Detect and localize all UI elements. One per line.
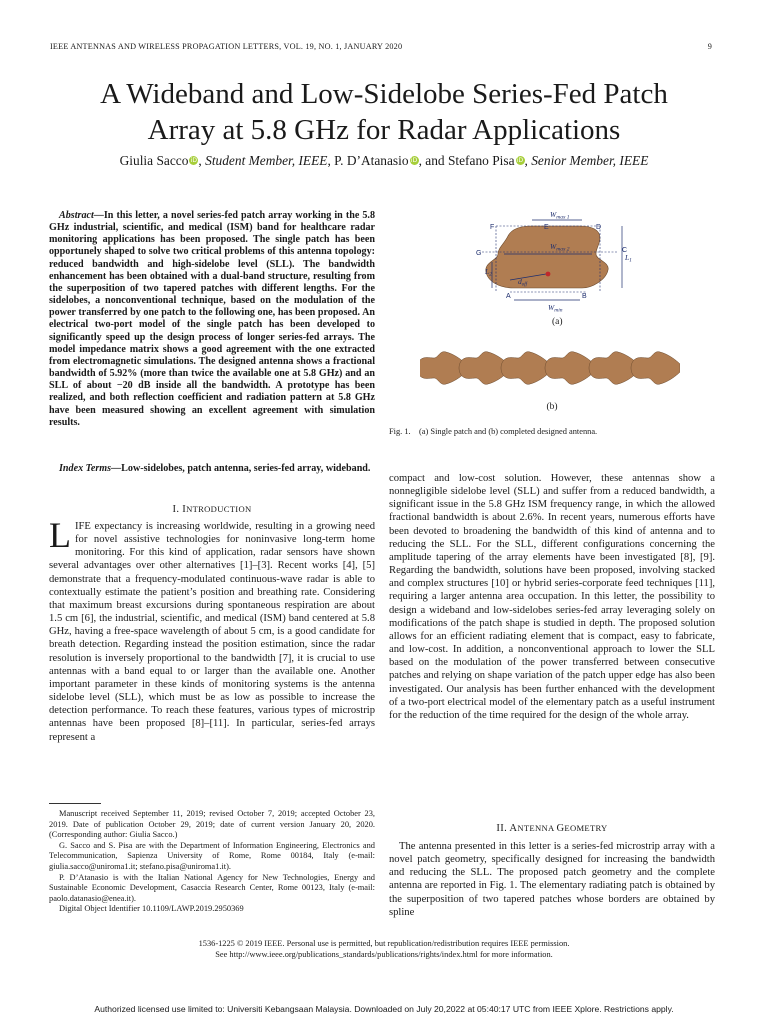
svg-text:B: B [582,293,587,300]
figure-single-patch [470,208,640,328]
footnote [49,809,375,915]
footnote-affiliation-1: G. Sacco and S. Pisa are with the Department of Information Engineering, Electronics and Telecommunication, Sapienza University of Rome, Rome 00184, Italy (e-mail: giulia.sacco@uniroma1.it; stefano.pisa@uniroma1.it). [49,840,375,871]
author-1: Giulia Sacco [119,153,189,168]
footnote-affiliation-2: P. D’Atanasio is with the Italian National Agency for New Technologies, Energy and Sustainable Economic Development, Casaccia Research Center, Rome 00123, Italy (e-mail: paolo.datanasio@enea.it). [49,872,375,903]
paragraph: compact and low-cost solution. However, these antennas show a nonnegligible sidelobe level (SLL) and suffer from a reduced bandwidth, a significant issue in the 5.8 GHz ISM frequency range, in which the allowed fractional bandwidth is about 2.6%. In recent years, numerous efforts have been devoted to broadening the bandwidth of this kind of antenna and to reducing the SLL. For the SLL, different configurations concerning the amplitude tapering of the array elements have been investigated [8], [9]. Regarding the bandwidth, solutions have been proposed, involving stacked and complex structures [10] or hybrid series-corporate feed techniques [11], requiring a larger antenna area occupation. In this letter, the possibility to design a wideband and low-sidelobes series-fed array leveraging solely on modifications of the patch shape is studied in depth. The proposed solution allows for an efficient radiating element that is compact, easy to fabricate, and low-cost. In addition, a nonconventional approach to lower the SLL based on the modulation of the power transferred between consecutive patches and relying on shape variation of the patch upper edge has also been investigated. Our analysis has been further enhanced with the development of a two-port electrical model of the elementary patch as a useful instrument for the reduction of the time required for the design of the whole array. [389,473,715,721]
right-column-body [389,472,715,722]
author-1-role: Student Member, IEEE [205,153,328,168]
paper-title [40,76,728,148]
svg-text:C: C [622,247,628,254]
index-terms [49,463,375,475]
svg-text:D: D [596,224,602,231]
page-number: 9 [707,42,712,51]
svg-text:E: E [544,224,549,231]
svg-text:G: G [476,250,482,257]
array-patch [545,352,594,385]
running-header [50,42,712,51]
author-3: and Stefano Pisa [425,153,515,168]
author-list: Giulia Sacco iD, Student Member, IEEE, P. D’Atanasio iD, and Stefano Pisa iD, Senior Member, IEEE [119,153,649,168]
license-notice: Authorized licensed use limited to: Universiti Kebangsaan Malaysia. Downloaded on July 20,2022 at 05:40:17 UTC from IEEE Xplore. Restrictions apply. [94,1004,674,1014]
figure-caption: Fig. 1. (a) Single patch and (b) completed designed antenna. [389,427,598,436]
array-patch [501,352,550,385]
svg-text:Wmax 1: $W_{max 1}$ [550,210,570,221]
orcid-icon[interactable]: iD [190,157,198,164]
footnote-doi: Digital Object Identifier 10.1109/LAWP.2019.2950369 [59,904,244,914]
svg-text:Wmin: $W_{min}$ [548,303,563,314]
patch-shape [486,226,608,288]
index-terms-lead: Index Terms— [59,463,122,474]
orcid-icon[interactable]: iD [516,157,524,164]
svg-text:L2: $L_2$ [485,267,492,278]
svg-text:Wmax 2: $W_{max 2}$ [550,242,570,253]
figure-label-a: (a) [552,317,563,327]
figure-array [420,340,680,400]
section-heading-antenna-geometry: II. ANTENNA GEOMETRY [496,823,608,834]
svg-text:A: A [506,293,511,300]
footnote-rule [49,803,101,804]
paragraph: LIFE expectancy is increasing worldwide, resulting in a growing need for novel assistive technologies for noninvasive long-term home monitoring. For this kind of application, radar sensors have shown several advantages over other alternatives [1]–[3]. Recent works [4], [5] demonstrate that a frequency-modulated continuous-wave radar is able to contextually estimate the patient’s position and breathing rate. Considering that maximum breast excursions during spontaneous respiration are about 1.5 cm [6], the industrial, scientific, and medical (ISM) band centered at 5.8 GHz, having a free-space wavelength of about 5 cm, is a good candidate for breath detection. Regarding instead the position estimation, since the radar resolution is inversely proportional to the bandwidth [7], it is crucial to use antennas with a band equal to or larger than the available one. Another important parameter in these kinds of monitoring systems is the antenna sidelobe level (SLL), which must be as low as possible to increase the detection performance. To reach these features, various types of microstrip antennas have been proposed [8]–[11]. In particular, series-fed arrays represent a [49,515,375,743]
abstract-lead: Abstract— [59,210,104,221]
figure-label-b: (b) [546,402,558,412]
drop-cap: L [49,515,71,555]
antenna-geometry-body [389,840,715,919]
svg-text:doff: $d_{off}$ [518,277,528,288]
svg-text:F: F [490,224,495,231]
array-patch [459,352,508,385]
svg-text:L1: $L_1$ [625,253,632,264]
footnote-manuscript: Manuscript received September 11, 2019; revised October 7, 2019; accepted October 23, 2019. Date of publication October 29, 2019; date of current version January 20, 2020. (Corresponding author: Giulia Sacco.) [49,809,375,840]
orcid-icon[interactable]: iD [410,157,418,164]
title-line-2: Array at 5.8 GHz for Radar Applications [147,114,621,146]
author-3-role: Senior Member, IEEE [531,153,649,168]
section-heading-introduction: I. INTRODUCTION [172,504,252,515]
copyright-notice: 1536-1225 © 2019 IEEE. Personal use is permitted, but republication/redistribution requires IEEE permission. See http://www.ieee.org/publications_standards/publications/rights/index.html for more information. [198,939,570,959]
journal-line: IEEE ANTENNAS AND WIRELESS PROPAGATION LETTERS, VOL. 19, NO. 1, JANUARY 2020 [50,42,403,51]
abstract [49,210,375,429]
feed-point [546,272,551,277]
index-terms-text: Low-sidelobes, patch antenna, series-fed array, wideband. [121,463,371,474]
author-2: P. D’Atanasio [334,153,409,168]
array-patch [589,352,638,385]
paragraph: The antenna presented in this letter is a series-fed microstrip array with a novel patch geometry, specifically designed for increasing the bandwidth and reducing the SLL. The proposed patch geometry and the complete antenna are reported in Fig. 1. The elementary radiating patch is obtained by the superposition of two tapered patches whose borders are obtained by spline [389,841,715,918]
introduction-body [49,515,375,744]
title-line-1: A Wideband and Low-Sidelobe Series-Fed Patch [100,78,668,110]
array-patch [631,352,680,385]
abstract-text: In this letter, a novel series-fed patch array working in the 5.8 GHz industrial, scientific, and medical (ISM) band for healthcare radar monitoring applications has been proposed. The single patch has been opportunely shaped to solve two critical problems of this antenna topology: reduced bandwidth and high-sidelobe level (SLL). The bandwidth enhancement has been obtained with a dual-band structure, resulting from the superposition of two tapered patches with different lengths. For the sidelobes, a nonconventional technique, based on the modulation of the power transferred by one patch to the following one, has been proposed. An electrical two-port model of the single patch has been developed to significantly speed up the design process of longer series-fed arrays. The model impedance matrix shows a good agreement with the one extracted from electromagnetic simulations. The designed antenna shows a fractional bandwidth of 5.92% (more than twice the available one at 5.8 GHz) and an SLL of about −20 dB inside all the bandwidth. A prototype has been realized, and both reflection coefficient and radiation pattern at 5.8 GHz have been measured showing an excellent agreement with simulation results. [49,210,375,428]
